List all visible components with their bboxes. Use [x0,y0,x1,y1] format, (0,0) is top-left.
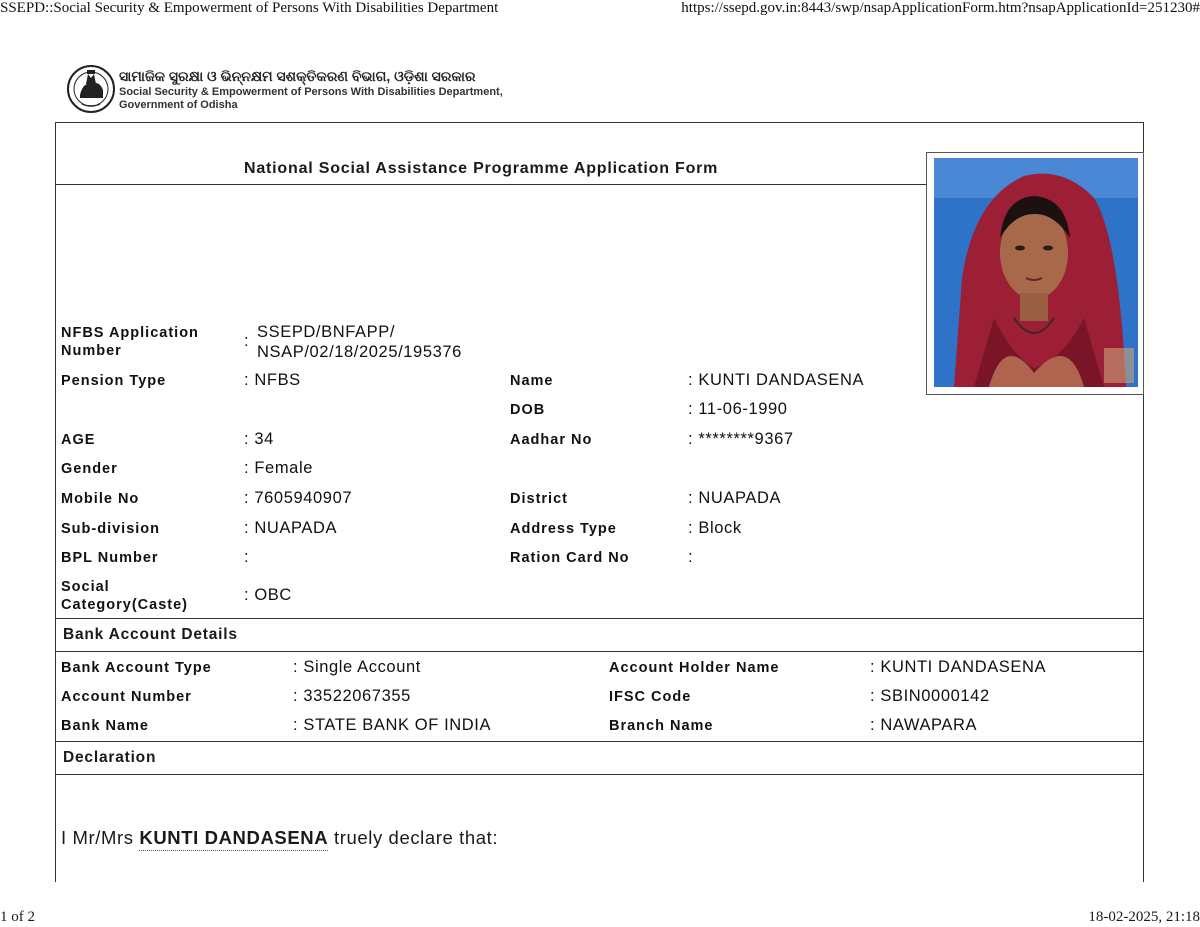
browser-page-title: SSEPD::Social Security & Empowerment of Persons With Disabilities Department [0,0,499,16]
caste-label [61,578,188,614]
declaration-prefix: I Mr/Mrs [61,827,140,848]
pension-type-value: : NFBS [244,371,301,389]
account-type-label: Bank Account Type [61,660,212,676]
gender-value: : Female [244,459,313,477]
bank-name-value: : STATE BANK OF INDIA [293,716,492,734]
declaration-section-header [55,741,1144,775]
caste-label-line1: Social [61,579,110,595]
bank-section-title: Bank Account Details [63,626,238,643]
declaration-suffix: truely declare that: [328,827,499,848]
department-name-english [119,86,503,112]
caste-value: : OBC [244,586,292,604]
ifsc-value: : SBIN0000142 [870,687,990,705]
district-label: District [510,491,568,507]
application-number-label-line2: Number [61,343,122,359]
odisha-emblem-logo [66,62,116,114]
declaration-statement [61,827,498,849]
subdivision-value: : NUAPADA [244,519,338,537]
branch-value: : NAWAPARA [870,716,978,734]
dob-label: DOB [510,402,546,418]
bpl-label: BPL Number [61,550,159,566]
age-label: AGE [61,432,96,448]
application-number-label-line1: NFBS Application [61,325,199,341]
holder-name-value: : KUNTI DANDASENA [870,658,1047,676]
application-number-value [257,322,462,362]
department-name-line1: Social Security & Empowerment of Persons With Disabilities Department, [119,86,503,98]
application-number-value-line2: NSAP/02/18/2025/195376 [257,343,462,361]
page-number: 1 of 2 [0,909,35,925]
ration-label: Ration Card No [510,550,630,566]
declaration-name: KUNTI DANDASENA [139,827,328,851]
title-divider [55,184,926,185]
mobile-label: Mobile No [61,491,140,507]
holder-name-label: Account Holder Name [609,660,780,676]
subdivision-label: Sub-division [61,521,160,537]
department-name-line2: Government of Odisha [119,99,238,111]
address-type-label: Address Type [510,521,617,537]
ration-value: : [688,548,694,566]
mobile-value: : 7605940907 [244,489,353,507]
pension-type-label: Pension Type [61,373,167,389]
bank-section-header [55,618,1144,652]
applicant-photo [934,158,1138,387]
account-type-value: : Single Account [293,658,421,676]
account-number-label: Account Number [61,689,192,705]
ifsc-label: IFSC Code [609,689,692,705]
department-name-odia: ସାମାଜିକ ସୁରକ୍ଷା ଓ ଭିନ୍ନକ୍ଷମ ସଶକ୍ତିକରଣ ବିଭାଗ, ଓଡ଼ିଶା ସରକାର [119,68,476,84]
district-value: : NUAPADA [688,489,782,507]
dob-value: : 11-06-1990 [688,400,788,418]
form-title: National Social Assistance Programme Application Form [244,160,719,177]
application-number-value-line1: SSEPD/BNFAPP/ [257,323,396,341]
browser-url: https://ssepd.gov.in:8443/swp/nsapApplicationForm.htm?nsapApplicationId=251230# [681,0,1200,16]
declaration-section-title: Declaration [63,749,157,766]
application-number-label [61,324,199,360]
aadhar-label: Aadhar No [510,432,593,448]
application-number-colon: : [244,332,250,350]
bank-name-label: Bank Name [61,718,149,734]
age-value: : 34 [244,430,274,448]
caste-label-line2: Category(Caste) [61,597,188,613]
branch-label: Branch Name [609,718,714,734]
account-number-value: : 33522067355 [293,687,411,705]
name-label: Name [510,373,554,389]
address-type-value: : Block [688,519,742,537]
aadhar-value: : ********9367 [688,430,794,448]
print-datetime: 18-02-2025, 21:18 [1088,909,1200,925]
bpl-value: : [244,548,250,566]
gender-label: Gender [61,461,118,477]
name-value: : KUNTI DANDASENA [688,371,865,389]
